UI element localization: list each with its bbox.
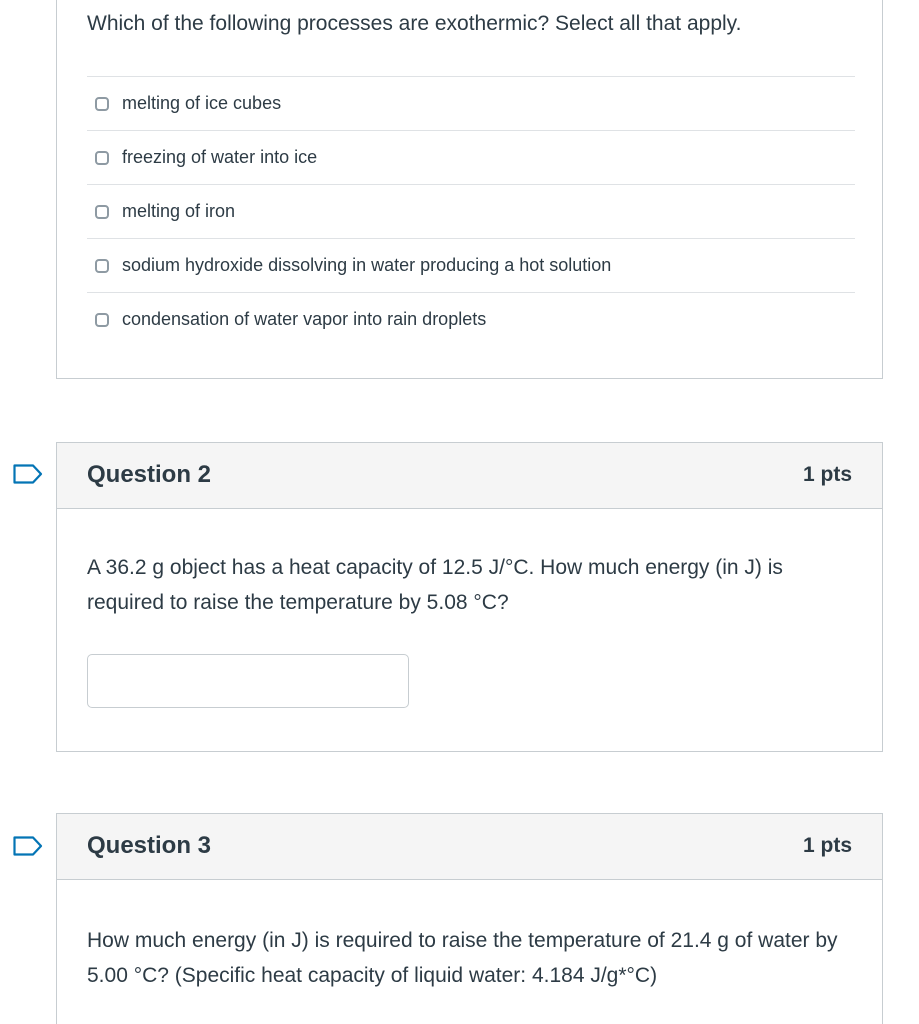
answer-option[interactable] (87, 76, 855, 130)
flag-question-2-icon[interactable] (13, 464, 43, 484)
question-3-title: Question 3 (87, 832, 212, 859)
answer-checkbox[interactable] (95, 205, 109, 219)
question-1-answers (87, 76, 855, 346)
answer-option[interactable] (87, 238, 855, 292)
answer-option[interactable] (87, 292, 855, 346)
question-2-card (56, 442, 883, 752)
answer-checkbox[interactable] (95, 313, 109, 327)
question-2-text: A 36.2 g object has a heat capacity of 12.5 J/°C. How much energy (in J) is required to raise the temperature by 5.08 °C? (87, 556, 783, 614)
answer-option[interactable] (87, 130, 855, 184)
answer-label: sodium hydroxide dissolving in water producing a hot solution (122, 255, 612, 275)
question-3-header (57, 814, 882, 880)
answer-label: melting of ice cubes (122, 93, 282, 113)
answer-checkbox[interactable] (95, 151, 109, 165)
question-3-text: How much energy (in J) is required to raise the temperature of 21.4 g of water by 5.00 °C? (Specific heat capacity of liquid water: 4.184 J/g*°C) (87, 929, 838, 987)
question-1-card (56, 0, 883, 379)
answer-option[interactable] (87, 184, 855, 238)
question-3-card (56, 813, 883, 1024)
question-2-answer-input[interactable] (87, 654, 409, 708)
answer-checkbox[interactable] (95, 259, 109, 273)
question-2-points: 1 pts (802, 463, 852, 486)
flag-question-3-icon[interactable] (13, 836, 43, 856)
question-3-points: 1 pts (802, 834, 852, 857)
answer-label: freezing of water into ice (122, 147, 318, 167)
question-2-header (57, 443, 882, 509)
question-2-title: Question 2 (87, 461, 212, 488)
answer-checkbox[interactable] (95, 97, 109, 111)
answer-label: melting of iron (122, 201, 236, 221)
answer-label: condensation of water vapor into rain droplets (122, 309, 487, 329)
question-1-text: Which of the following processes are exothermic? Select all that apply. (87, 12, 742, 35)
